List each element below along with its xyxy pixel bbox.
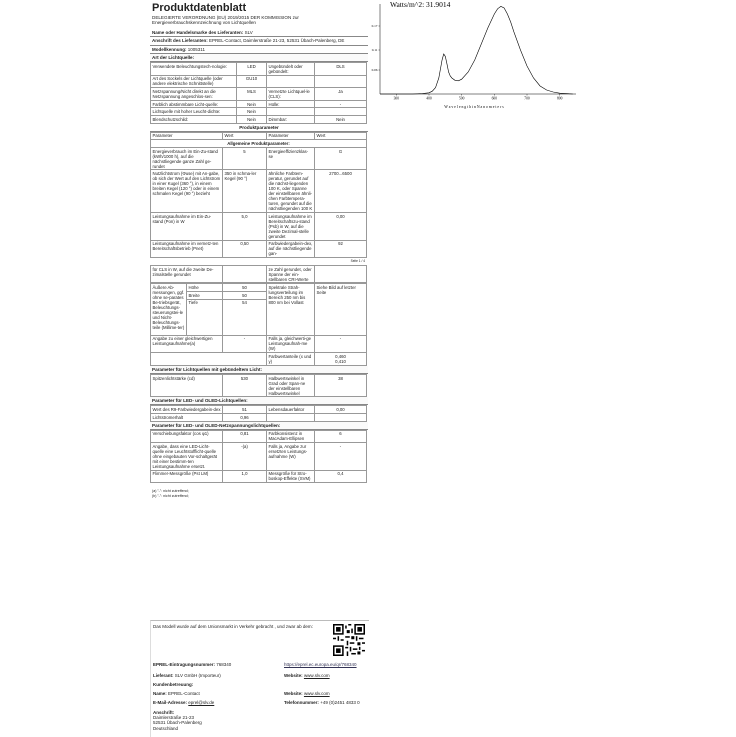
y-tick-label: 0.17 — [371, 24, 378, 29]
table-row: Verschiebungsfaktor (cos φ1) 0,81 Farbkonsistenz in MacAdam-Ellipsen 6 — [151, 430, 367, 443]
table-row: Blendschutzschild: Nein Dimmbar: Nein — [151, 116, 367, 124]
table-row: Netzspannung/Nicht direkt an die Netzspannung angeschlos-sen: MLS Vernetzte Lichtquel-le (CLS): Ja — [151, 88, 367, 101]
page-title: Produktdatenblatt — [152, 2, 247, 14]
y-tick-label: 0.11 — [371, 48, 378, 53]
table-row: Angabe zu einer gleichwertigen Leistungsaufnahme(a) - Falls ja, gleichwerti-ge Leistungsaufnah-me (W) - — [151, 335, 367, 353]
x-tick-label: 500 — [458, 96, 465, 101]
table-row: für CLS in W, auf die zweite De-zimalstelle gerundet ze Zahl gerundet, oder Spanne der ein-stellbaren CRI-Werte — [151, 265, 367, 283]
table-row: Wert des R9-Farbwiedergabein-dex 51 Lebensdauerfaktor 0,00 — [151, 406, 367, 414]
y-tick-label: 0.06 — [371, 68, 378, 73]
regulation-line-1: DELEGIERTE VERORDNUNG (EU) 2019/2015 DER KOMMISSION zur — [152, 15, 299, 20]
table-row: Flimmer-Messgröße (Pst LM) 1,0 Messgröße für Stro-boskop-Effekte (SVM) 0,4 — [151, 470, 367, 483]
supplier-address-row: Anschrift des Lieferanten: EPREL-Contact, Daimlerstraße 21-23, 52531 Übach-Palenberg, DE — [150, 37, 368, 45]
customer-service-row: Kundenbetreuung: — [153, 682, 194, 687]
supplier-row: Lieferant: SLV GmbH (Importeur) Website: www.slv.com — [153, 673, 330, 678]
table-row: Breite 50 — [151, 291, 367, 299]
lightsource-type-header: Art der Lichtquelle: — [150, 54, 368, 62]
footnote-b: (b) "-": nicht zutreffend; — [152, 493, 189, 498]
regulation-line-2: Energieverbrauchskennzeichnung von Lichtquellen — [152, 20, 256, 26]
chart-title: Watts/m^2: 31.9014 — [390, 0, 451, 9]
table-row: Nutzlichtstrom (Φuse) mit An-gabe, ob sich der Wert auf den Lichtstrom in einer Kugel (360 °), in einem breiten Kegel (120 °) oder in einem schmalen Kegel (90 °) bezieht 350 in schma-ler Kegel (90 °) ähnliche Farbtem-peratur, gerundet auf die nächst-liegenden 100 K, oder Spanne der einstellbaren ähnli-chen Farbtempera-turen, gerundet auf die nächstliegenden 100 K 2700...6500 — [151, 170, 367, 213]
table-row: Lichtquelle mit hoher Leucht-dichte: Nein — [151, 108, 367, 116]
eprel-row: EPREL-Eintragungsnummer: 768340 https://eprel.ec.europa.eu/qr/768340 — [153, 662, 357, 667]
eprel-link[interactable]: https://eprel.ec.europa.eu/qr/768340 — [284, 662, 357, 667]
eu-market-text: Das Modell wurde auf dem Unionsmarkt in Verkehr gebracht , und zwar ab dem: — [153, 624, 313, 629]
x-tick-label: 300 — [393, 96, 400, 101]
datasheet — [150, 0, 368, 500]
supplier-name-row: Name oder Handelsmarke des Lieferanten: SLV — [150, 29, 368, 37]
table-row: Energieverbrauch im Ein-Zu-stand (kWh/1000 h), auf die nächstliegende ganze Zahl ge-rundet 5 Energieeffizienzklas-se G — [151, 147, 367, 170]
spectrum-line — [380, 6, 573, 94]
table-row: Verwendete Beleuchtungstech-nologie: LED Ungebündelt oder gebündelt: DLS — [151, 63, 367, 76]
contact-block — [150, 620, 369, 737]
table-row: Angabe, dass eine LED-Licht-quelle eine Leuchtstofflicht-quelle ohne eingebauten Vor-schaltgerät mit einer bestimm-ten Leistungsaufnahme ersetzt. -(a) Falls ja, Angabe zur ersetzten Leistungs-aufnahme (W) - — [151, 443, 367, 471]
phone-value: +49 (0)2451 4833 0 — [320, 700, 360, 705]
x-tick-label: 700 — [524, 96, 530, 101]
eprel-number: 768340 — [216, 662, 232, 667]
table-row: Äußere Ab-messungen, ggf. ohne se-parates Be-triebsgerät, Beleuchtungs-steuerungstei-le und Nicht-Beleuchtungs-teile (Millime-ter) Höhe 50 Spektrale Strah-lungsverteilung im Bereich 250 nm bis 800 nm bei Vollast Siehe Bild auf letzter Seite — [151, 284, 367, 292]
dimensions-table — [150, 283, 367, 365]
directional-header: Parameter für Lichtquellen mit gebündeltem Licht: — [150, 366, 368, 374]
mains-header: Parameter für LED- und OLED-Netzspannungslichtquellen: — [150, 422, 368, 430]
table-row: Farblich abstimmbare Licht-quelle: Nein Hülle: - — [151, 100, 367, 108]
spectrum-svg — [368, 0, 580, 112]
table-row: Lichtstromerhalt 0,96 — [151, 413, 367, 421]
x-tick-label: 800 — [556, 96, 563, 101]
email-row: E-Mail-Adresse: eprel@slv.de Telefonnummer: +49 (0)2451 4833 0 — [153, 700, 360, 705]
table-row: Art des Sockels der Lichtquelle (oder andere elektrische Schnittstelle) GU10 — [151, 75, 367, 88]
contact-name-row: Name: EPREL-Contact Website: www.slv.com — [153, 691, 330, 696]
led-table — [150, 405, 367, 421]
website-link[interactable]: www.slv.com — [303, 673, 330, 678]
supplier-address-value: EPREL-Contact, Daimlerstraße 21-23, 52531 Übach-Palenberg, DE — [209, 38, 345, 44]
table-row: Leistungsaufnahme im Ein-Zu-stand (Pon) in W 5,0 Leistungsaufnahme im Bereitschaftszu-stand (Psb) in W, auf die zweite Dezimal-stelle gerundet 0,00 — [151, 212, 367, 240]
general-params-title: Allgemeine Produktparameter: — [151, 140, 367, 148]
product-params-title: Produktparameter — [150, 124, 368, 132]
directional-table — [150, 374, 367, 398]
address-row: Anschrift: Daimlerstraße 21-23 52531 Übach-Palenberg Deutschland — [153, 710, 202, 731]
website-link-2[interactable]: www.slv.com — [303, 691, 330, 696]
params-table — [150, 132, 367, 284]
spectrum-chart — [368, 0, 580, 112]
model-value: 1005311 — [187, 46, 205, 52]
type-table — [150, 62, 367, 124]
table-row: Farbwertanteile (x und y) 0,460 0,410 — [151, 353, 367, 366]
table-row: Spitzenlichtstärke (cd) 530 Halbwertswinkel in Grad oder Span-ne der einstellbaren Halbwertswinkel 38 — [151, 374, 367, 397]
x-tick-label: 600 — [491, 96, 498, 101]
footnote-a: (a) "-": nicht zutreffend; — [152, 489, 189, 494]
x-tick-label: 400 — [426, 96, 432, 101]
x-axis-label: W a v e l e n g t h i n N a n o m e t e r s — [444, 105, 504, 109]
page-marker: Seite 1 / 4 — [350, 258, 365, 263]
email-link[interactable]: eprel@slv.de — [188, 700, 215, 705]
qr-code-icon[interactable] — [333, 624, 365, 656]
mains-table — [150, 430, 367, 484]
supplier-name-value: SLV — [244, 29, 253, 35]
model-row: Modellkennung: 1005311 — [150, 46, 368, 54]
table-row: Tiefe 54 — [151, 299, 367, 335]
led-header: Parameter für LED- und OLED-Lichtquellen: — [150, 397, 368, 405]
table-row: Leistungsaufnahme im vernetz-ten Bereitschaftsbetrieb (Pnet) 0,50 Farbwiedergabein-dex, auf die nächstliegende gan- 92 — [151, 240, 367, 258]
table-header-row: Parameter Wert Parameter Wert — [151, 132, 367, 140]
